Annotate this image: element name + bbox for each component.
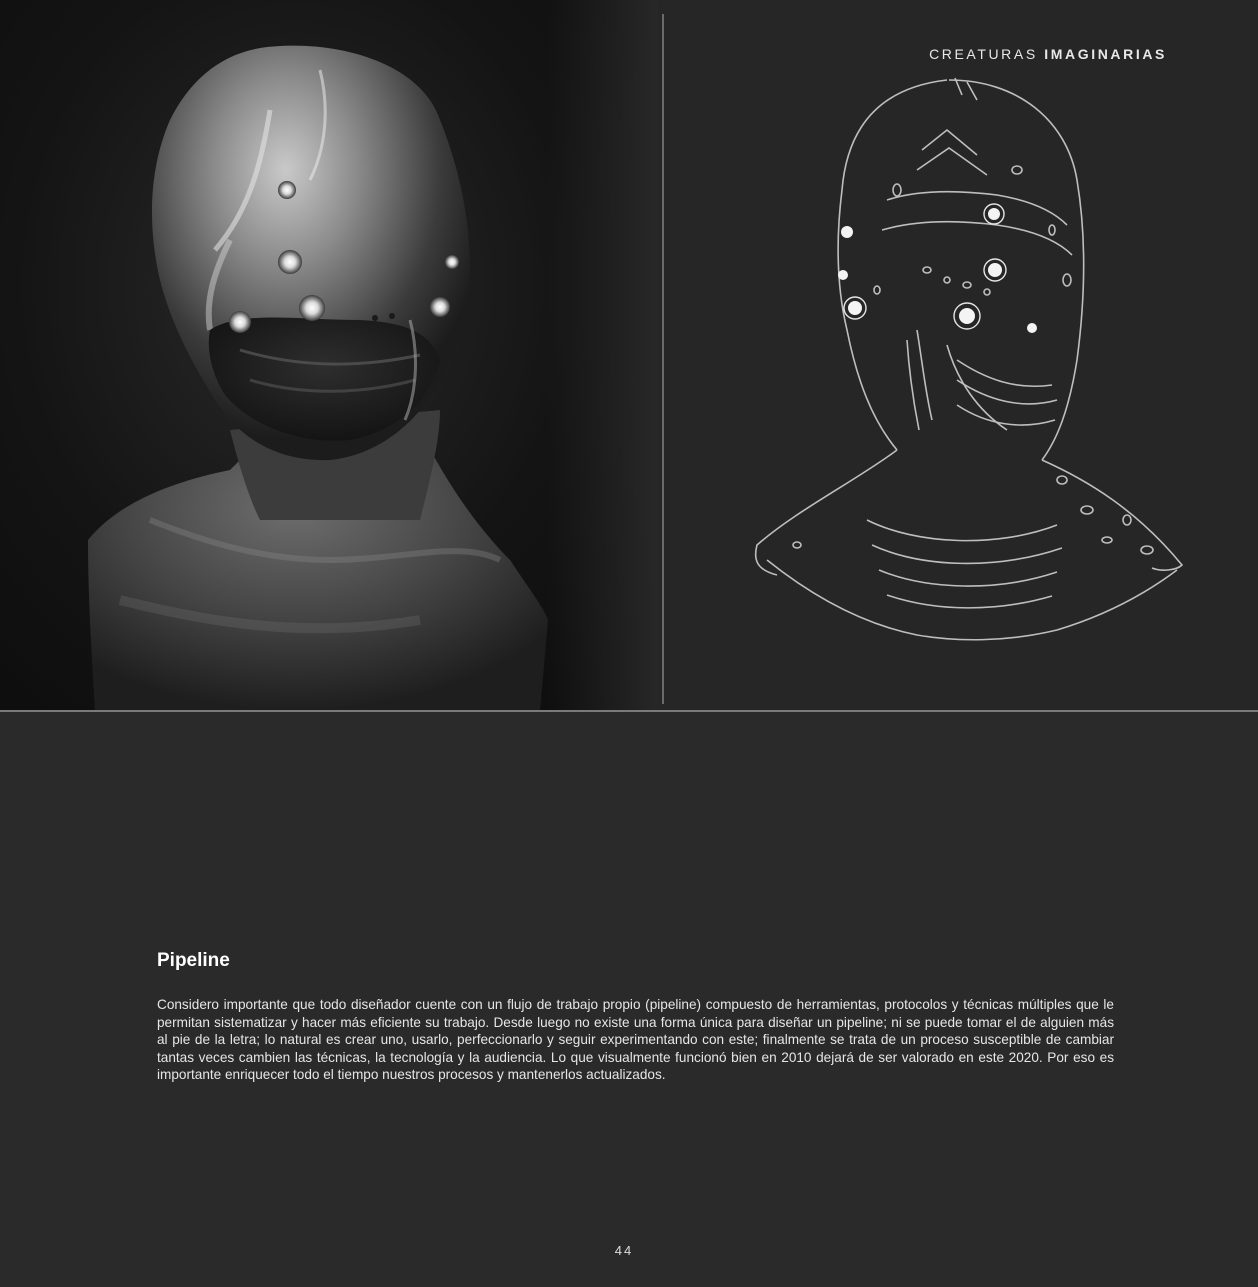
page-number: 44 [614,1243,634,1258]
running-head-part2: IMAGINARIAS [1044,46,1167,62]
creature-sketch-image [657,0,1258,711]
sculpt-render-panel [0,0,657,711]
body-paragraph: Considero importante que todo diseñador cuente con un flujo de trabajo propio (pipeline) compuesto de herramientas, protocolos y técnicas múltiples que le permitan sistematizar y hacer más eficiente su trabajo. Desde luego no existe una forma única para diseñar un pipeline; ni se puede tomar el de alguien más al pie de la letra; lo natural es crear uno, usarlo, perfeccionarlo y seguir experimentando con este; finalmente se trata de un proceso susceptible de cambiar tantas veces cambien las técnicas, la tecnología y la audiencia. Lo que visualmente funcionó bien en 2010 dejará de ser valorado en este 2020. Por eso es importante enriquecer todo el tiempo nuestros procesos y mantenerlos actualizados. [157,997,1114,1083]
panel-divider [662,14,664,704]
creature-sculpt-image [0,0,657,711]
horizontal-rule [0,710,1258,712]
line-sketch-panel [657,0,1258,711]
section-title: Pipeline [157,950,230,971]
running-head [929,46,1167,62]
running-head-part1: CREATURAS [929,46,1038,62]
